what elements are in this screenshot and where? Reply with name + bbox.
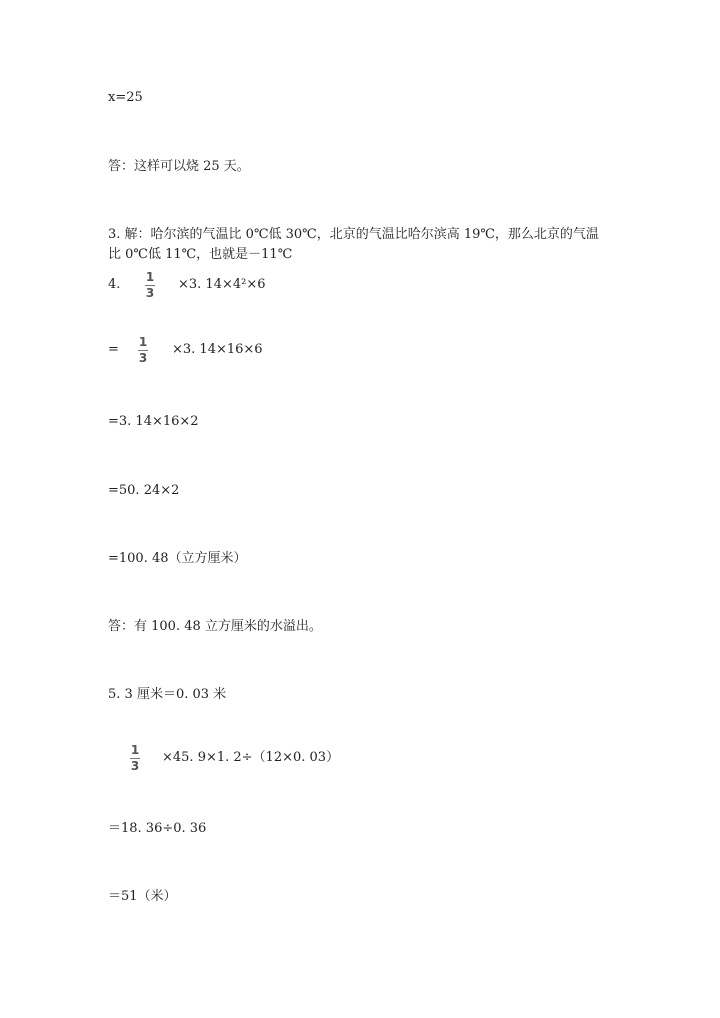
problem-4-number: 4. [108,277,121,292]
problem-3-solution: 3. 解：哈尔滨的气温比 0℃低 30℃，北京的气温比哈尔滨高 19℃，那么北京的气温比 0℃低 11℃，也就是－11℃ [108,227,599,262]
problem-5-conversion: 5. 3 厘米＝0. 03 米 [108,687,227,702]
answer-days: 答：这样可以烧 25 天。 [108,159,250,174]
calc-result: ＝51（米） [108,889,177,904]
fraction-numerator: 1 [130,743,140,757]
calc-result: =100. 48（立方厘米） [108,551,247,566]
calc-step: ＝18. 36÷0. 36 [108,821,207,836]
answer-overflow: 答：有 100. 48 立方厘米的水溢出。 [108,619,322,634]
calc-step: =50. 24×2 [108,483,180,498]
fraction-one-third [129,744,141,773]
fraction-numerator: 1 [145,270,155,284]
length-expression: ×45. 9×1. 2÷（12×0. 03） [162,750,340,765]
calc-step: =3. 14×16×2 [108,414,199,429]
fraction-denominator: 3 [130,759,140,773]
fraction-one-third [144,271,156,300]
equals-sign: = [108,342,119,357]
fraction-numerator: 1 [138,335,148,349]
fraction-one-third [137,336,149,365]
fraction-denominator: 3 [138,351,148,365]
fraction-denominator: 3 [145,286,155,300]
equation-x-result: x=25 [108,90,143,105]
volume-expression: ×3. 14×4²×6 [178,277,266,292]
volume-expression-step: ×3. 14×16×6 [172,342,263,357]
